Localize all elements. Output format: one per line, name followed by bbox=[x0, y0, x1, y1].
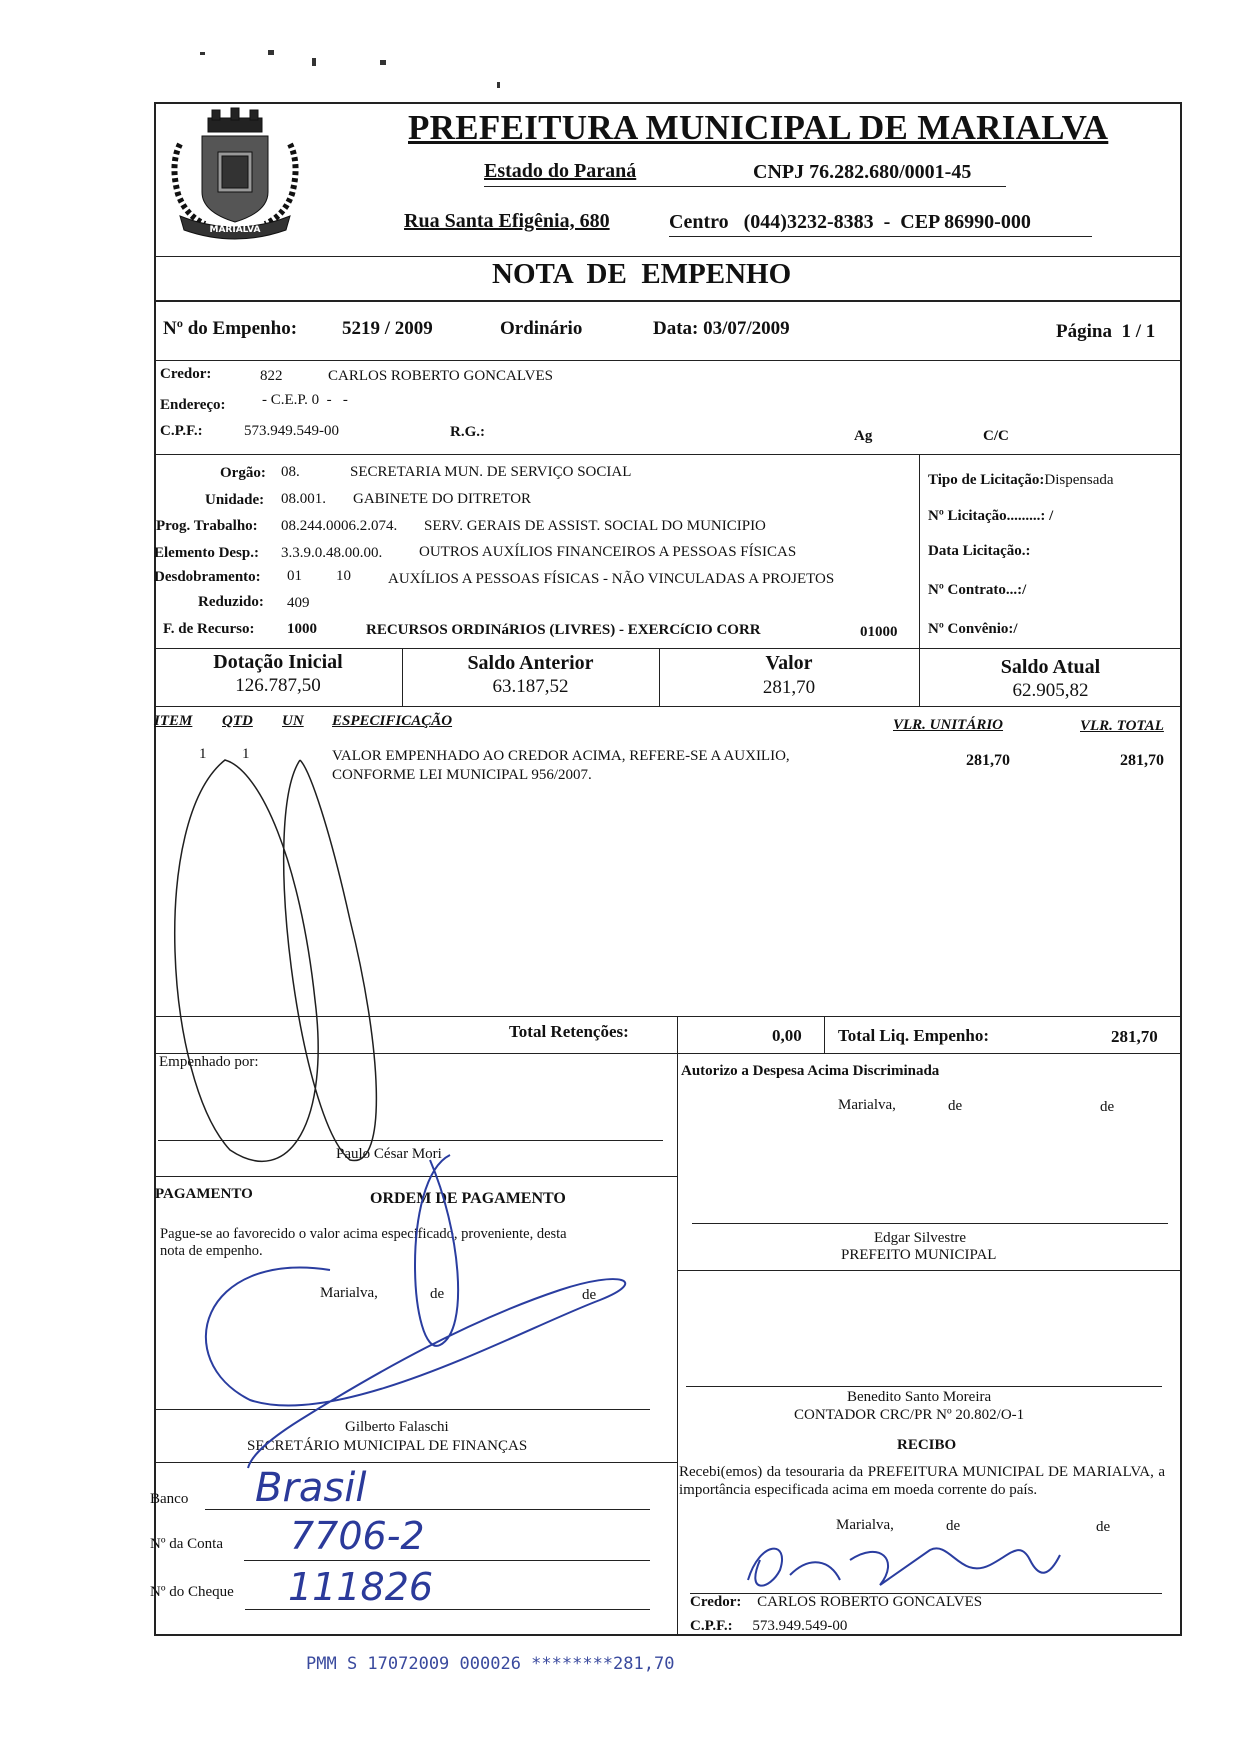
recurso-code: 1000 bbox=[287, 621, 317, 637]
dotacao-inicial-label: Dotação Inicial bbox=[213, 651, 343, 673]
recibo-de-1: de bbox=[946, 1518, 961, 1534]
machine-stamp: PMM S 17072009 000026 ********281,70 bbox=[306, 1654, 675, 1674]
col-header-qtd: QTD bbox=[222, 713, 253, 729]
empenhado-signature bbox=[175, 760, 318, 1161]
credor-code: 822 bbox=[260, 368, 283, 384]
recibo-cpf-label: C.P.F.: bbox=[690, 1618, 733, 1634]
seal-banner-text: MARIALVA bbox=[209, 225, 261, 235]
elemento-code: 3.3.9.0.48.00.00. bbox=[281, 545, 383, 561]
address-street: Rua Santa Efigênia, 680 bbox=[404, 210, 610, 232]
credor-name: CARLOS ROBERTO GONCALVES bbox=[328, 368, 553, 384]
total-retencoes-label: Total Retenções: bbox=[509, 1022, 629, 1041]
pagamento-label: PAGAMENTO bbox=[155, 1186, 253, 1202]
prog-trabalho-code: 08.244.0006.2.074. bbox=[281, 518, 398, 534]
secretario-title: SECRETÁRIO MUNICIPAL DE FINANÇAS bbox=[247, 1438, 528, 1454]
tipo-licitacao-value: Dispensada bbox=[1044, 472, 1114, 488]
elemento-label: Elemento Desp.: bbox=[154, 545, 259, 561]
pagamento-de-1: de bbox=[430, 1286, 445, 1302]
cnpj: CNPJ 76.282.680/0001-45 bbox=[753, 161, 972, 183]
saldo-anterior-value: 63.187,52 bbox=[492, 676, 569, 697]
empenhado-signature-loop bbox=[284, 760, 377, 1161]
unidade-desc: GABINETE DO DITRETOR bbox=[353, 491, 532, 507]
prefeito-name: Edgar Silvestre bbox=[874, 1230, 967, 1246]
col-header-especificacao: ESPECIFICAÇÃO bbox=[332, 713, 453, 729]
item-qtd: 1 bbox=[242, 746, 250, 762]
recibo-label: RECIBO bbox=[897, 1437, 957, 1453]
saldo-atual-value: 62.905,82 bbox=[1012, 680, 1089, 701]
numero-contrato: Nº Contrato...:/ bbox=[928, 582, 1027, 598]
item-total-value: 281,70 bbox=[1120, 752, 1164, 769]
recibo-text: Recebi(emos) da tesouraria da PREFEITURA MUNICIPAL DE MARIALVA, a importância especificada acima em moeda corrente do país. bbox=[679, 1464, 1165, 1498]
recibo-credor-name: CARLOS ROBERTO GONCALVES bbox=[757, 1594, 983, 1610]
desdobramento-code2: 10 bbox=[336, 568, 351, 584]
col-header-vlr-unitario: VLR. UNITÁRIO bbox=[893, 717, 1004, 733]
col-header-un: UN bbox=[282, 713, 304, 729]
recibo-credor-label: Credor: bbox=[690, 1594, 742, 1610]
banco-label: Banco bbox=[150, 1491, 189, 1507]
recibo-cpf-value: 573.949.549-00 bbox=[752, 1618, 848, 1634]
recurso-desc: RECURSOS ORDINáRIOS (LIVRES) - EXERCíCIO CORR bbox=[366, 622, 761, 638]
recibo-de-2: de bbox=[1096, 1519, 1111, 1535]
elemento-desc: OUTROS AUXÍLIOS FINANCEIROS A PESSOAS FÍSICAS bbox=[419, 544, 797, 560]
credor-label: Credor: bbox=[160, 366, 212, 382]
conta-label: Nº da Conta bbox=[150, 1536, 223, 1552]
orgao-code: 08. bbox=[281, 464, 300, 480]
data-licitacao: Data Licitação.: bbox=[928, 543, 1031, 559]
recibo-city: Marialva, bbox=[836, 1517, 894, 1533]
state-name: Estado do Paraná bbox=[484, 160, 637, 182]
contador-title: CONTADOR CRC/PR Nº 20.802/O-1 bbox=[794, 1407, 1025, 1423]
dotacao-inicial-value: 126.787,50 bbox=[235, 675, 321, 696]
empenho-date: Data: 03/07/2009 bbox=[653, 318, 790, 339]
saldo-anterior-label: Saldo Anterior bbox=[467, 652, 594, 674]
saldo-atual-label: Saldo Atual bbox=[1000, 656, 1101, 678]
empenho-type: Ordinário bbox=[500, 318, 583, 339]
unidade-label: Unidade: bbox=[205, 492, 265, 508]
empenho-number: 5219 / 2009 bbox=[342, 318, 433, 339]
pague-se-text-line1: Pague-se ao favorecido o valor acima especificado, proveniente, desta bbox=[160, 1226, 567, 1242]
prog-trabalho-desc: SERV. GERAIS DE ASSIST. SOCIAL DO MUNICIPIO bbox=[424, 518, 766, 534]
desdobramento-label: Desdobramento: bbox=[154, 569, 261, 585]
secretario-name: Gilberto Falaschi bbox=[345, 1419, 449, 1435]
valor-value: 281,70 bbox=[762, 677, 816, 698]
conta-handwritten-value: 7706-2 bbox=[290, 1514, 425, 1558]
orgao-desc: SECRETARIA MUN. DE SERVIÇO SOCIAL bbox=[350, 464, 632, 480]
prefeito-title: PREFEITO MUNICIPAL bbox=[841, 1247, 997, 1263]
numero-licitacao: Nº Licitação.........: / bbox=[928, 508, 1054, 524]
banco-handwritten-value: Brasil bbox=[255, 1465, 367, 1511]
desdobramento-code1: 01 bbox=[287, 568, 302, 584]
ag-label: Ag bbox=[854, 428, 873, 444]
endereco-value: - C.E.P. 0 - - bbox=[262, 392, 348, 408]
municipality-title: PREFEITURA MUNICIPAL DE MARIALVA bbox=[408, 108, 1109, 147]
unidade-code: 08.001. bbox=[281, 491, 326, 507]
cpf-label: C.P.F.: bbox=[160, 423, 203, 439]
cc-label: C/C bbox=[983, 428, 1009, 444]
rg-label: R.G.: bbox=[450, 424, 485, 440]
recurso-label: F. de Recurso: bbox=[163, 621, 255, 637]
prog-trabalho-label: Prog. Trabalho: bbox=[156, 518, 258, 534]
contador-name: Benedito Santo Moreira bbox=[847, 1389, 992, 1405]
col-header-item: ITEM bbox=[154, 713, 193, 729]
pague-se-text-line2: nota de empenho. bbox=[160, 1243, 263, 1259]
col-header-vlr-total: VLR. TOTAL bbox=[1080, 718, 1164, 734]
total-retencoes-value: 0,00 bbox=[772, 1026, 802, 1045]
autorizo-label: Autorizo a Despesa Acima Discriminada bbox=[681, 1063, 940, 1079]
pagamento-de-2: de bbox=[582, 1287, 597, 1303]
item-number: 1 bbox=[199, 746, 207, 762]
reduzido-value: 409 bbox=[287, 595, 310, 611]
desdobramento-desc: AUXÍLIOS A PESSOAS FÍSICAS - NÃO VINCULADAS A PROJETOS bbox=[388, 571, 835, 587]
tipo-licitacao-label: Tipo de Licitação: bbox=[928, 472, 1045, 488]
reduzido-label: Reduzido: bbox=[198, 594, 264, 610]
orgao-label: Orgão: bbox=[220, 465, 266, 481]
autorizo-city: Marialva, bbox=[838, 1097, 896, 1113]
total-liq-value: 281,70 bbox=[1111, 1027, 1158, 1046]
valor-label: Valor bbox=[765, 652, 813, 674]
address-rest: Centro (044)3232-8383 - CEP 86990-000 bbox=[669, 211, 1031, 233]
endereco-label: Endereço: bbox=[160, 397, 226, 413]
document-title: NOTA DE EMPENHO bbox=[492, 258, 792, 290]
item-spec-line1: VALOR EMPENHADO AO CREDOR ACIMA, REFERE-SE A AUXILIO, bbox=[332, 748, 790, 764]
cheque-handwritten-value: 111826 bbox=[288, 1565, 434, 1609]
pagamento-city: Marialva, bbox=[320, 1285, 378, 1301]
recurso-code2: 01000 bbox=[860, 624, 898, 640]
empenhado-por-name: Paulo César Mori bbox=[336, 1146, 442, 1162]
item-spec-line2: CONFORME LEI MUNICIPAL 956/2007. bbox=[332, 767, 592, 783]
page-number: Página 1 / 1 bbox=[1056, 321, 1156, 342]
cpf-value: 573.949.549-00 bbox=[244, 423, 339, 439]
empenho-number-label: Nº do Empenho: bbox=[163, 318, 298, 339]
ordem-pagamento-label: ORDEM DE PAGAMENTO bbox=[370, 1190, 566, 1207]
autorizo-de-1: de bbox=[948, 1098, 963, 1114]
autorizo-de-2: de bbox=[1100, 1099, 1115, 1115]
secretario-signature bbox=[206, 1155, 625, 1468]
numero-convenio: Nº Convênio:/ bbox=[928, 621, 1018, 637]
recibo-signature bbox=[748, 1548, 1060, 1585]
cheque-label: Nº do Cheque bbox=[150, 1584, 234, 1600]
item-unit-value: 281,70 bbox=[966, 752, 1010, 769]
empenhado-por-label: Empenhado por: bbox=[159, 1054, 259, 1070]
total-liq-label: Total Liq. Empenho: bbox=[838, 1026, 989, 1045]
